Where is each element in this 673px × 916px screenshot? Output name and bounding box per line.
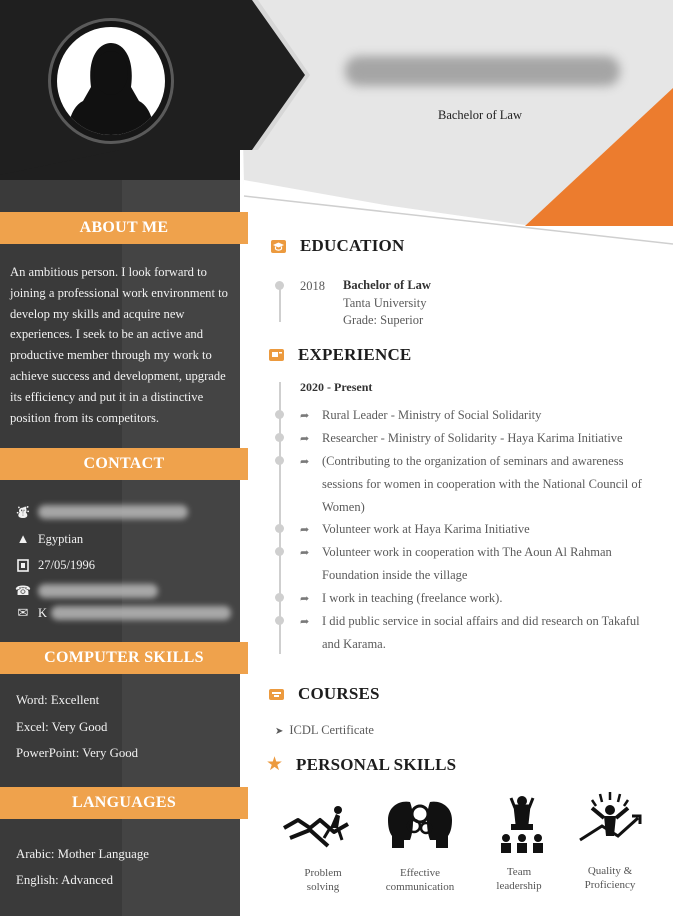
course-item — [275, 723, 374, 738]
courses-title: COURSES — [298, 684, 380, 703]
pin-icon: ➦ — [300, 433, 310, 445]
redacted-address — [38, 505, 188, 519]
email-prefix: K — [38, 605, 48, 620]
language-arabic: Arabic: Mother Language — [16, 847, 149, 861]
team-leadership-icon — [497, 794, 547, 854]
pin-icon: ➦ — [300, 410, 310, 422]
skill-label-team-leadership — [474, 865, 564, 893]
avatar — [48, 18, 174, 144]
experience-period: 2020 - Present — [300, 380, 373, 394]
education-title: EDUCATION — [300, 236, 405, 255]
communication-icon — [384, 796, 456, 854]
person-icon: ▲ — [16, 531, 30, 546]
language-english: English: Advanced — [16, 873, 114, 887]
skill-label-line: solving — [306, 881, 340, 893]
education-grade: Grade: Superior — [343, 313, 424, 327]
skill-label-quality — [565, 864, 655, 892]
timeline-dot — [275, 616, 284, 625]
arrow-right-icon: ➤ — [275, 726, 284, 737]
experience-text: Volunteer work in cooperation with The Aoun Al Rahman Foundation inside the village — [322, 545, 612, 582]
contact-email — [16, 604, 231, 622]
timeline-dot — [275, 593, 284, 602]
timeline-dot — [275, 547, 284, 556]
education-school: Tanta University — [343, 296, 427, 310]
nationality-text: Egyptian — [38, 531, 84, 546]
problem-solving-icon — [280, 798, 352, 854]
skill-label-line: Team — [506, 866, 532, 878]
skill-label-communication — [375, 866, 465, 894]
header-degree: Bachelor of Law — [438, 108, 522, 122]
course-text: ICDL Certificate — [289, 723, 374, 737]
about-band: ABOUT ME — [0, 212, 248, 244]
contact-nationality — [16, 530, 83, 548]
graduation-cap-icon — [270, 238, 287, 255]
envelope-icon: ✉ — [17, 605, 29, 620]
pin-icon: ➦ — [300, 524, 310, 536]
timeline-dot — [275, 456, 284, 465]
education-dot — [275, 281, 284, 290]
about-text: An ambitious person. I look forward to joining a professional work environment to develop my skills and acquire new experiences. I seek to be an active and productive member through my work to achieve success and development, upgrade its efficiency and put it in a distinctive position from its competitors. — [10, 265, 228, 425]
experience-timeline — [279, 382, 281, 654]
computer-skill-powerpoint: PowerPoint: Very Good — [16, 746, 139, 760]
birthdate-text: 27/05/1996 — [38, 557, 95, 572]
education-degree: Bachelor of Law — [343, 278, 431, 292]
skill-label-line: Proficiency — [584, 879, 636, 891]
experience-text: I did public service in social affairs and did research on Takaful and Karama. — [322, 614, 640, 651]
car-icon: ⛇ — [16, 504, 30, 520]
experience-text: I work in teaching (freelance work). — [322, 591, 503, 605]
redacted-email — [51, 606, 231, 620]
experience-text: Volunteer work at Haya Karima Initiative — [322, 522, 530, 536]
contact-phone — [16, 582, 158, 600]
phone-icon: ☎ — [14, 583, 32, 598]
calendar-icon — [16, 558, 30, 572]
pin-icon: ➦ — [300, 456, 310, 468]
languages-band: LANGUAGES — [0, 787, 248, 819]
experience-text: Rural Leader - Ministry of Social Solidarity — [322, 408, 542, 422]
education-year: 2018 — [300, 279, 325, 293]
pin-icon: ➦ — [300, 547, 310, 559]
skill-label-line: Effective — [399, 867, 441, 879]
person-icon — [57, 27, 165, 135]
skill-label-problem-solving — [278, 866, 368, 894]
experience-text: (Contributing to the organization of seminars and awareness sessions for women in cooperation with the National Council of Women) — [322, 454, 642, 514]
redacted-phone — [38, 584, 158, 598]
star-icon: ★ — [266, 754, 284, 775]
skill-label-line: communication — [385, 881, 455, 893]
redacted-name — [345, 56, 620, 86]
timeline-dot — [275, 524, 284, 533]
timeline-dot — [275, 410, 284, 419]
computer-skills-band: COMPUTER SKILLS — [0, 642, 248, 674]
computer-skill-excel: Excel: Very Good — [16, 720, 108, 734]
personal-skills-title: PERSONAL SKILLS — [296, 755, 457, 774]
experience-text: Researcher - Ministry of Solidarity - Haya Karima Initiative — [322, 431, 623, 445]
pin-icon: ➦ — [300, 616, 310, 628]
quality-icon — [578, 790, 642, 852]
certificate-icon — [268, 686, 285, 703]
contact-address — [16, 503, 188, 521]
timeline-dot — [275, 433, 284, 442]
contact-band: CONTACT — [0, 448, 248, 480]
skill-label-line: Problem — [304, 867, 342, 879]
skill-label-line: Quality & — [587, 865, 633, 877]
pin-icon: ➦ — [300, 593, 310, 605]
skill-label-line: leadership — [496, 880, 542, 892]
briefcase-icon — [268, 346, 285, 363]
experience-title: EXPERIENCE — [298, 345, 412, 364]
contact-birthdate — [16, 556, 95, 574]
computer-skill-word: Word: Excellent — [16, 693, 100, 707]
